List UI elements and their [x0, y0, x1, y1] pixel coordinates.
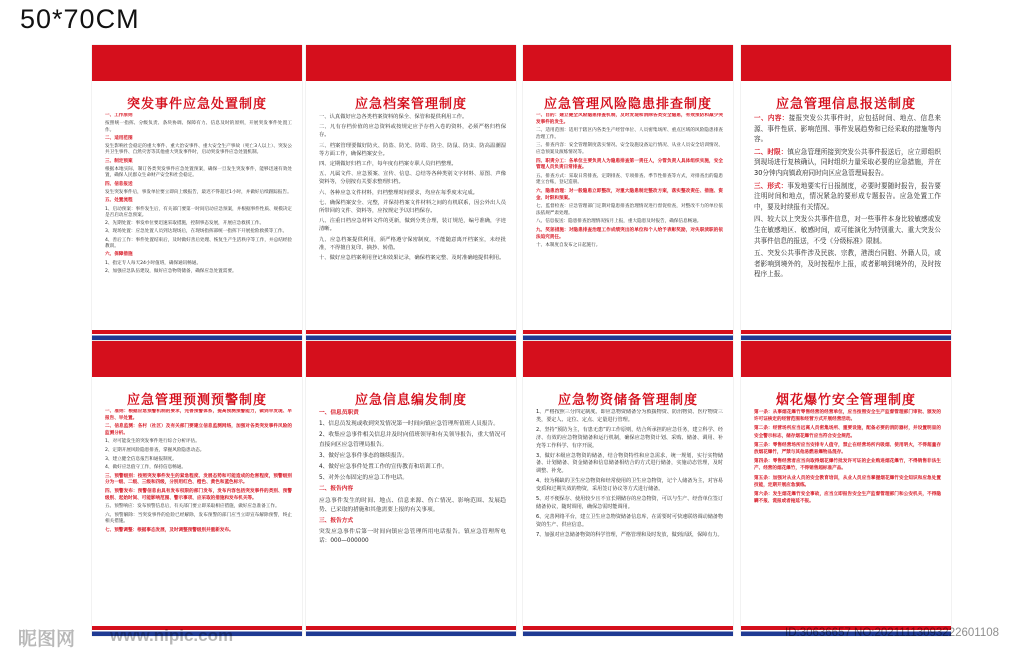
board-top-band — [92, 45, 302, 81]
rule-line: 十、做好应急档案利用登记和效果记录，确保档案完整、及时准确地提供利用。 — [319, 255, 505, 262]
rule-line: 第一条：从事烟花爆竹零售经营的经营单位，应当按照安全生产监督管理部门审批、颁发的许可证核定的经营范围和经营方式开展经营活动。 — [754, 410, 941, 423]
rule-line: 4、较为稀缺的卫生应急物资和经常使用的卫生应急物资，记个人储备为主，对容易变质和过期失效的物资，采用签订协议等方式进行储备。 — [536, 478, 723, 493]
rule-line: 第二条：经营场所应当远离人员密集场所、重要设施，配备必要的消防器材，并设置明显的安全警示标志，储存烟花爆竹应当符合安全规范。 — [754, 426, 941, 439]
rule-line: 七、预警调整：根据事态发展，及时调整预警级别并重新发布。 — [105, 527, 234, 533]
board-early-warning — [92, 341, 302, 636]
rule-line: 七、确保档案安全、完整，并保持档案文件材料之间的有机联系，因公外出人员所带回的文件、资料等，应按规定予以归档保存。 — [319, 199, 506, 215]
board-fireworks-safety — [741, 341, 951, 636]
board-title: 应急管理信息报送制度 — [775, 97, 916, 112]
board-body — [536, 409, 723, 621]
rule-line: 4、善后工作：事件处置结束后，及时做好善后处理、恢复生产生活秩序等工作，并总结经验教训。 — [105, 237, 292, 250]
rule-line: 3、做好本级应急物资的储备，结合物资特性和应急需求，统一规划，实行实物储备、计划储备、资金储备和信息储备相结合的方式进行储备，实施动态管理，及时调整、补充。 — [536, 452, 723, 475]
rule-line: 三、排查内容：安全管理制度落实情况、安全设施设备运行情况、从业人员安全培训情况、应急预案及演练情况等。 — [536, 143, 723, 155]
rule-line: 四、预警发布：预警信息由具有发布权限的部门发布，发布内容包括突发事件的类别、预警级别、起始时间、可能影响范围、警示事项、应采取的措施和发布机关等。 — [105, 488, 292, 501]
watermark-url: www.nipic.com — [110, 626, 234, 645]
board-emergency-response — [92, 45, 302, 340]
rule-line: 4、做好应急值守工作，保持信息畅通。 — [105, 465, 187, 471]
board-top-band — [92, 341, 302, 377]
watermark-site-name: 昵图网 — [18, 628, 76, 650]
rule-line: 九、奖惩措施：对隐患排查治理工作成绩突出的单位和个人给予表彰奖励，对失职渎职的依法追究责任。 — [536, 227, 723, 240]
rule-line: 3、建立健全信息报告和通报制度。 — [105, 456, 177, 462]
rule-line: 四、较大以上突发公共事件信息，对一些事件本身比较敏感或发生在敏感地区、敏感时间，或可能演化为特别重大、重大突发公共事件信息的报送，不受《分级标准》限制。 — [754, 215, 941, 245]
board-title: 应急档案管理制度 — [354, 97, 467, 112]
rule-line: 2、加强应急队伍建设，做好应急物资储备，确保应急处置需要。 — [105, 268, 237, 274]
rule-line: 七、监督检查：应急管理部门定期对隐患排查治理情况进行督促检查，对整改不力的单位依法依规严肃处理。 — [536, 204, 723, 216]
rule-line: 第三条：零售经营场所应当安排专人值守，禁止在经营场所内吸烟、使用明火，不得超量存放烟花爆竹，严禁与其他易燃易爆物品混存。 — [754, 442, 941, 456]
rule-line: 六、隐患治理：对一般隐患立即整改，对重大隐患制定整改方案，落实整改责任、措施、资金、时限和预案。 — [536, 188, 723, 201]
rule-line: 4、做好应急事件处置工作的宣传教育和培训工作。 — [319, 464, 448, 471]
board-title: 烟花爆竹安全管理制度 — [775, 393, 916, 408]
rule-line: 二、适用范围：适用于辖区内各类生产经营单位、人员密集场所、重点区域的风险隐患排查治理工作。 — [536, 128, 723, 140]
rule-line: 一、内容：接报突发公共事件时，应包括时间、地点、信息来源、事件性质、影响范围、事件发展趋势和已经采取的措施等内容。 — [754, 114, 941, 144]
rule-line: 3、做好应急事件事态的继续报告。 — [319, 452, 408, 459]
rule-line: 二、时限：镇应急管理所接到突发公共事件报送后，应立即组织到现场进行复核确认，同时组织力量采取必要的应急措施，并在30分钟内向镇政府同时向区应急管理局报告。 — [754, 147, 941, 177]
rule-line: 三、制定预案 — [105, 158, 133, 164]
board-material-reserve — [523, 341, 733, 636]
board-body — [319, 409, 506, 621]
rule-line: 第四条：零售经营者应当向取得烟花爆竹批发许可证的企业购进烟花爆竹，不得销售非法生产、经营的烟花爆竹，不得销售超标准产品。 — [754, 459, 941, 472]
board-bottom-band — [523, 330, 733, 340]
board-top-band — [741, 45, 951, 81]
rule-line: 一、认真做好应急各类档案资料的保全、保管和提供利用工作。 — [319, 114, 468, 120]
rule-line: 二、信息监测：各村（社区）及有关部门要建立信息监测网络，加强对各类突发事件风险的监测分析。 — [105, 424, 292, 436]
rule-line: 1、指定专人每天24小时值班，确保通讯畅通。 — [105, 260, 202, 266]
rule-line: 三、报告方式 — [319, 518, 354, 525]
rule-line: 一、目的：建立健全风险隐患排查机制，及时发现和消除各类安全隐患，有效预防和减少突发事件的发生。 — [536, 113, 723, 125]
rule-line: 2、坚持“预防为主，有患无患”的工作原则，结合所承担的应急任务，建立科学、经济、有效的应急物资储备和运行机制，确保应急物资计划、采购、储备、调用、补充等工作科学、有序开展。 — [536, 426, 723, 449]
rule-line: 二、适用范围 — [105, 135, 133, 141]
rule-line: 二、凡有存档价值的应急资料或按规定应予存档入卷的资料，必须严格归档保存。 — [319, 124, 506, 139]
rule-line: 四、定期做好归档工作，每年度有档案专职人员归档整理。 — [319, 161, 457, 168]
rule-line: 三、预警级别：按照突发事件发生的紧急程度、发展态势和可能造成的危害程度，预警级别分为一级、二级、三级和四级，分别用红色、橙色、黄色和蓝色标示。 — [105, 473, 292, 486]
board-body — [754, 113, 941, 325]
rule-line: 第六条：发生烟花爆竹安全事故，应当立即报告安全生产监督管理部门和公安机关，不得隐瞒不报、谎报或者拖延不报。 — [754, 492, 941, 505]
rule-line: 2、先期处置：事发单位要迅速采取措施，控制事态发展，开展应急救援工作。 — [105, 221, 265, 227]
rule-line: 发生突发事件后，事发单位要立即向上级报告，最迟不得超过1小时，并做好后续跟踪报告。 — [105, 189, 292, 195]
rule-line: 五、排查方式：采取日常排查、定期排查、专项排查、季节性排查等方式，对排查出的隐患建立台账，登记造册。 — [536, 173, 723, 186]
board-body — [105, 113, 292, 325]
board-bottom-band — [306, 330, 516, 340]
board-archive-management — [306, 45, 516, 340]
rule-line: 八、注重日档应急材料文件的更新，做到分类合理，装订规范，编号准确，字迹清晰。 — [319, 218, 506, 233]
size-label: 50*70CM — [20, 4, 140, 34]
rule-line: 五、处置流程 — [105, 198, 133, 204]
rule-line: 7、加强对应急储备物资的科学管理，严格管理和及时发放，做到活跃，保障有力。 — [536, 531, 723, 538]
rule-line: 1、信息员发现或收到突发情况第一时间向镇应急管理所值班人员报告。 — [319, 421, 499, 428]
board-bottom-band — [741, 330, 951, 340]
rule-line: 五、凡属文件、应急预案、宣传、信息、总结等各种类别文字材料、原图、声像资料等，分别按有关要求整理归档。 — [319, 171, 506, 186]
board-bottom-band — [306, 626, 516, 636]
rule-line: 九、应急档案提供利用，须严格遵守保密制度，不能随意离开档案室，未经批准，不得擅自复印、摘抄、转借。 — [319, 236, 506, 251]
board-top-band — [306, 45, 516, 81]
rule-line: 四、信息报送 — [105, 181, 133, 187]
rule-line: 应急事件发生的时间、地点、信息来源、伤亡情况、影响范围、发展趋势、已采取的措施和其他需要上报的有关事项。 — [319, 497, 506, 513]
board-info-reporting — [741, 45, 951, 340]
rule-line: 六、预警解除：当突发事件的危险已经解除，发布预警的部门应当立即宣布解除预警，终止相关措施。 — [105, 512, 292, 525]
board-title: 应急信息编发制度 — [354, 393, 467, 408]
rule-line: 发生影响社会稳定的重大事件、重大治安事件、重大安全生产事故（死亡3人以上）、突发公共卫生事件、自然灾害等其他重大突发事件时，启动突发事件应急处置机制。 — [105, 144, 292, 156]
rule-line: 四、职责分工：各单位主要负责人为隐患排查第一责任人，分管负责人具体组织实施，安全管理人员负责日常排查。 — [536, 158, 723, 171]
rule-line: 五、预警响应：发布预警信息后，有关部门要立即采取相应措施，做好应急准备工作。 — [105, 504, 280, 510]
board-top-band — [306, 341, 516, 377]
watermark-id: ID:30636657 NO:20211113093222601108 — [785, 627, 1000, 639]
board-bottom-band — [523, 626, 733, 636]
rule-line: 2、定期开展风险隐患排查，掌握风险隐患动态。 — [105, 447, 205, 453]
board-info-editing — [306, 341, 516, 636]
board-body — [319, 113, 506, 325]
board-risk-inspection — [523, 45, 733, 340]
rule-line: 一、信息员职责 — [319, 410, 359, 416]
board-title: 应急管理预测预警制度 — [126, 393, 267, 408]
rule-line: 5、对不便保存、使用较少且不宜长期储存的应急物资，可以与生产、经营单位签订储备协议，随时调用，确保急需时能调用。 — [536, 496, 723, 510]
board-body — [105, 409, 292, 621]
board-title: 应急物资储备管理制度 — [557, 393, 698, 408]
rule-line: 一、准则：根据应急预警机制的要求，完善预警体系，提高预测预警能力，做到早发现、早报告、早处置。 — [105, 409, 292, 421]
rule-line: 一、工作原则 — [105, 113, 133, 118]
rule-line: 二、报告内容 — [319, 486, 354, 493]
rule-line: 六、保障措施 — [105, 252, 133, 258]
rule-line: 1、对可能发生的突发事件进行综合分析评估。 — [105, 439, 200, 445]
rule-line: 2、收集应急事件相关信息并及时向值班领导和有关领导报告，重大情况可直接向区应急管理局报告。 — [319, 432, 506, 448]
rule-line: 突发应急事件后第一时间向镇应急管理所用电话报告。镇应急管理所电话：000—000000 — [319, 529, 506, 545]
rule-line: 按照统一指挥、分级负责、条块协调、保障有力、信息及时的原则，开展突发事件处置工作。 — [105, 121, 292, 133]
rule-line: 八、信息报送：隐患排查治理情况按月上报，重大隐患及时报告，确保信息畅通。 — [536, 219, 702, 225]
rule-line: 6、完善网络平台，建立卫生应急物资储备信息库，在需要时可快速联络调动储备物资的生产、供应信息。 — [536, 513, 723, 528]
board-top-band — [741, 341, 951, 377]
rule-line: 五、突发公共事件涉及民族、宗教，港澳台同胞、外籍人员，或者影响到境外的，及时按程序上报，或者影响到境外的，及时按程序上报。 — [754, 249, 941, 279]
rule-line: 十、本制度自发布之日起施行。 — [536, 243, 601, 249]
rule-line: 根据本地实际，制订各类突发事件应急处置预案，确保一旦发生突发事件，能够迅速有效处置，确保人民群众生命财产安全和社会稳定。 — [105, 167, 292, 179]
board-top-band — [523, 341, 733, 377]
rule-line: 六、各种应急文件材料，归档整理时间要求，均应在每季度末完成。 — [319, 189, 478, 196]
rule-line: 3、现场处置：应急处置人员到达现场后，在现场指挥部统一指挥下开展抢险救援等工作。 — [105, 229, 288, 235]
board-body — [536, 113, 723, 325]
board-bottom-band — [92, 330, 302, 340]
rule-line: 三、档案管理要做好防火、防盗、防光、防霉、防尘、防鼠、防虫、防高温潮湿等方面工作，确保档案安全。 — [319, 142, 506, 157]
rule-line: 5、对外公布固定的应急工作电话。 — [319, 475, 408, 482]
rule-line: 1、严格按照三分四定制度。即应急物资储备分为救援物资、防汛物资、医疗物资三类，要定人、定位、定点、定量进行管理。 — [536, 409, 723, 423]
rule-line: 三、形式：事发地要实行日报制度，必要时要随时报告，报告要注明时间和地点，情况紧急的要形成专题报告。应急处置工作中，要及时续报有关情况。 — [754, 181, 941, 211]
board-title: 突发事件应急处置制度 — [126, 97, 267, 112]
board-title: 应急管理风险隐患排查制度 — [543, 97, 712, 112]
rule-line: 1、启动预案：事件发生后，有关部门要第一时间启动应急预案，并根据事件性质、规模决定是否启动应急预案。 — [105, 206, 292, 218]
board-body — [754, 409, 941, 621]
rule-line: 第五条：加强对从业人员的安全教育培训，从业人员应当掌握烟花爆竹安全知识和应急处置技能，定期开展应急演练。 — [754, 475, 941, 488]
board-top-band — [523, 45, 733, 81]
